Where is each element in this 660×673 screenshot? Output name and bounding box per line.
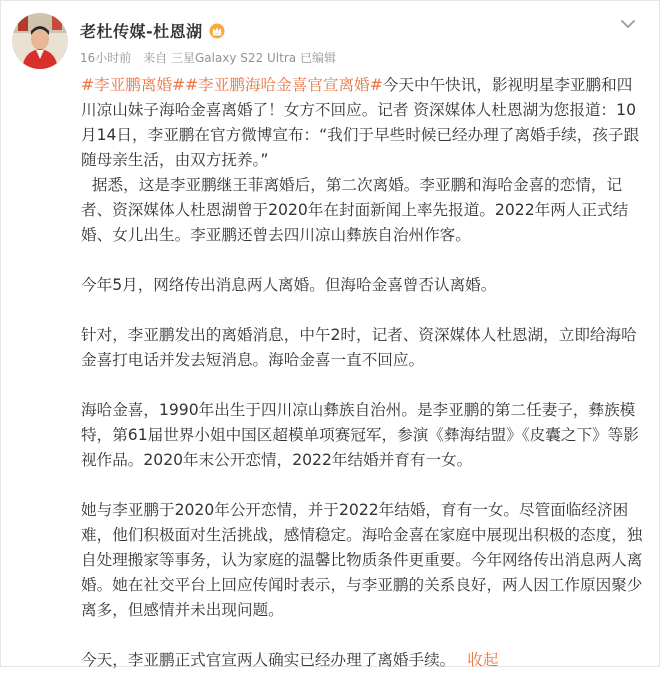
edited-label: 已编辑 <box>299 51 336 65</box>
spacer <box>81 373 645 398</box>
paragraph-1-text: 今天中午快讯，影视明星李亚鹏和四川凉山妹子海哈金喜离婚了！女方不回应。记者 资深媒体人杜恩湖为您报道：10月14日，李亚鹏在官方微博宣布：“我们于早些时候已经办理了离婚手续，孩子跟随母亲生活，由双方抚养。” <box>81 76 640 169</box>
post-meta <box>80 49 336 66</box>
source-device[interactable]: 三星Galaxy S22 Ultra <box>170 51 297 65</box>
post-time[interactable]: 16小时前 <box>80 51 132 65</box>
post-content <box>81 73 645 673</box>
paragraph-1 <box>81 73 645 173</box>
crown-badge-icon <box>209 23 225 39</box>
paragraph-7 <box>81 648 645 673</box>
source-prefix: 来自 <box>143 51 168 65</box>
spacer <box>81 298 645 323</box>
author-name[interactable] <box>80 19 225 42</box>
author-name-text: 老杜传媒-杜恩湖 <box>80 22 203 41</box>
spacer <box>81 248 645 273</box>
hashtag-link[interactable]: #李亚鹏海哈金喜官宣离婚# <box>185 76 383 94</box>
paragraph-7-text: 今天，李亚鹏正式官宣两人确实已经办理了离婚手续。 <box>81 651 456 669</box>
spacer <box>81 623 645 648</box>
chevron-down-icon[interactable] <box>619 15 637 33</box>
paragraph-3: 今年5月，网络传出消息两人离婚。但海哈金喜曾否认离婚。 <box>81 276 497 294</box>
spacer <box>81 473 645 498</box>
avatar[interactable] <box>12 13 68 69</box>
paragraph-2: 据悉，这是李亚鹏继王菲离婚后，第二次离婚。李亚鹏和海哈金喜的恋情，记者、资深媒体人杜恩湖曾于2020年在封面新闻上率先报道。2022年两人正式结婚、女儿出生。李亚鹏还曾去四川凉山彝族自治州作客。 <box>81 176 629 244</box>
avatar-image <box>12 13 68 69</box>
paragraph-5: 海哈金喜，1990年出生于四川凉山彝族自治州。是李亚鹏的第二任妻子，彝族模特，第61届世界小姐中国区超模单项赛冠军，参演《彝海结盟》《皮囊之下》等影视作品。2020年末公开恋情，2022年结婚并育有一女。 <box>81 401 639 469</box>
collapse-link[interactable]: 收起 <box>467 651 499 669</box>
paragraph-6: 她与李亚鹏于2020年公开恋情，并于2022年结婚，育有一女。尽管面临经济困难，他们积极面对生活挑战，感情稳定。海哈金喜在家庭中展现出积极的态度，独自处理搬家等事务，认为家庭的温馨比物质条件更重要。今年网络传出消息两人离婚。她在社交平台上回应传闻时表示，与李亚鹏的关系良好，两人因工作原因聚少离多，但感情并未出现问题。 <box>81 501 643 619</box>
paragraph-4: 针对，李亚鹏发出的离婚消息，中午2时，记者、资深媒体人杜恩湖，立即给海哈金喜打电话并发去短消息。海哈金喜一直不回应。 <box>81 326 637 369</box>
hashtag-link[interactable]: #李亚鹏离婚# <box>81 76 186 94</box>
